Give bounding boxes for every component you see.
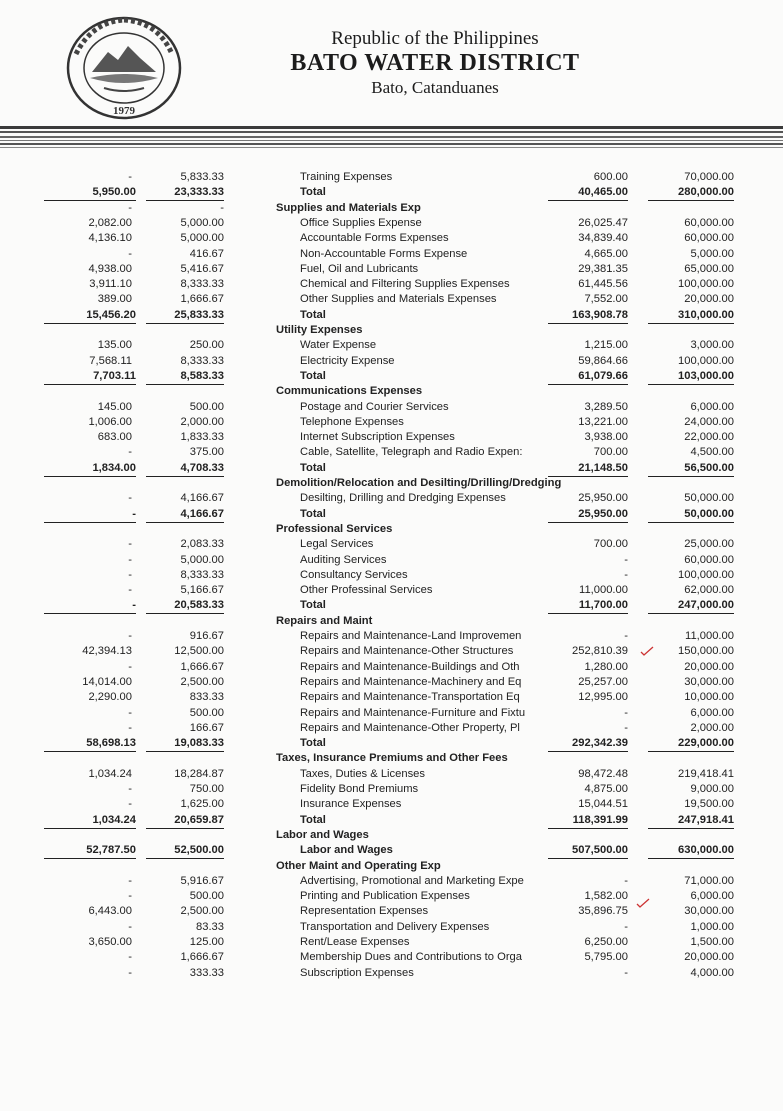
- account-label: Training Expenses: [300, 171, 393, 183]
- prior-month-cell: 4,136.10: [88, 232, 132, 245]
- monthly-budget-cell: 500.00: [189, 706, 224, 719]
- ytd-actual-cell: 11,000.00: [579, 584, 628, 597]
- ytd-actual-cell: 21,148.50: [548, 461, 628, 477]
- line-item-row: [0, 782, 783, 797]
- annual-budget-cell: 100,000.00: [678, 354, 734, 367]
- ytd-actual-cell: 700.00: [593, 446, 628, 459]
- prior-month-cell: -: [128, 568, 132, 581]
- monthly-budget-cell: 5,916.67: [180, 874, 224, 887]
- account-label: Labor and Wages: [276, 828, 369, 841]
- account-label: Cable, Satellite, Telegraph and Radio Expen:: [300, 446, 523, 459]
- prior-month-cell: -: [128, 966, 132, 979]
- annual-budget-cell: 3,000.00: [690, 339, 734, 352]
- account-label: Total: [300, 369, 326, 382]
- prior-month-cell: -: [44, 598, 136, 614]
- line-item-row: [0, 644, 783, 659]
- prior-month-cell: 2,290.00: [88, 691, 132, 704]
- prior-month-cell: 42,394.13: [82, 645, 132, 658]
- line-item-row: [0, 690, 783, 705]
- ytd-actual-cell: -: [624, 553, 628, 566]
- line-item-row: [0, 277, 783, 292]
- account-label: Other Supplies and Materials Expenses: [300, 293, 497, 306]
- monthly-budget-cell: 52,500.00: [146, 843, 224, 859]
- monthly-budget-cell: 375.00: [189, 446, 224, 459]
- account-label: Supplies and Materials Exp: [276, 201, 421, 214]
- prior-month-cell: -: [128, 798, 132, 811]
- total-row: [0, 461, 783, 476]
- account-label: Total: [300, 737, 326, 750]
- ytd-actual-cell: -: [624, 920, 628, 933]
- ytd-actual-cell: 35,896.75: [578, 905, 628, 918]
- ytd-actual-cell: 163,908.78: [548, 308, 628, 324]
- ytd-actual-cell: 6,250.00: [584, 936, 628, 948]
- monthly-budget-cell: 1,666.67: [180, 660, 224, 673]
- prior-month-cell: 683.00: [97, 431, 132, 444]
- prior-month-cell: -: [128, 783, 132, 795]
- annual-budget-cell: 2,000.00: [690, 721, 734, 734]
- annual-budget-cell: 60,000.00: [684, 553, 734, 566]
- total-row: [0, 185, 783, 200]
- annual-budget-cell: 20,000.00: [684, 660, 734, 673]
- monthly-budget-cell: 20,659.87: [146, 813, 224, 829]
- line-item-row: [0, 721, 783, 736]
- ytd-actual-cell: 12,995.00: [578, 691, 628, 704]
- annual-budget-cell: 60,000.00: [684, 232, 734, 245]
- monthly-budget-cell: 333.33: [189, 966, 224, 979]
- account-label: Non-Accountable Forms Expense: [300, 247, 468, 260]
- total-row: [0, 736, 783, 751]
- annual-budget-cell: 103,000.00: [648, 369, 734, 385]
- prior-month-cell: -: [128, 201, 132, 214]
- annual-budget-cell: 20,000.00: [684, 293, 734, 306]
- annual-budget-cell: 150,000.00: [678, 645, 734, 658]
- ytd-actual-cell: 600.00: [593, 171, 628, 183]
- ytd-actual-cell: 25,257.00: [578, 675, 628, 688]
- account-label: Water Expense: [300, 339, 377, 352]
- prior-month-cell: 3,650.00: [88, 936, 132, 948]
- monthly-budget-cell: 8,333.33: [180, 568, 224, 581]
- header-district-name: BATO WATER DISTRICT: [290, 50, 580, 76]
- prior-month-cell: 7,568.11: [89, 354, 132, 367]
- account-label: Repairs and Maintenance-Other Structures: [300, 645, 514, 658]
- annual-budget-cell: 25,000.00: [684, 538, 734, 551]
- ytd-actual-cell: -: [624, 568, 628, 581]
- monthly-budget-cell: 5,166.67: [180, 584, 224, 597]
- total-row: [0, 843, 783, 858]
- account-label: Repairs and Maintenance-Buildings and Oth: [300, 660, 520, 673]
- prior-month-cell: 2,082.00: [88, 216, 132, 229]
- prior-month-cell: -: [128, 721, 132, 734]
- check-mark-icon: [640, 646, 654, 656]
- monthly-budget-cell: 18,284.87: [174, 767, 224, 780]
- monthly-budget-cell: 4,166.67: [146, 507, 224, 523]
- monthly-budget-cell: 250.00: [189, 339, 224, 352]
- ytd-actual-cell: 15,044.51: [578, 798, 628, 811]
- annual-budget-cell: 6,000.00: [690, 706, 734, 719]
- monthly-budget-cell: 500.00: [189, 890, 224, 903]
- monthly-budget-cell: 5,000.00: [180, 216, 224, 229]
- annual-budget-cell: 10,000.00: [684, 691, 734, 704]
- section-header-row: [0, 751, 783, 766]
- prior-month-cell: 52,787.50: [44, 843, 136, 859]
- annual-budget-cell: 19,500.00: [684, 798, 734, 811]
- account-label: Labor and Wages: [300, 844, 393, 857]
- check-mark-icon: [636, 898, 650, 908]
- section-header-row: [0, 859, 783, 874]
- monthly-budget-cell: 8,333.33: [180, 354, 224, 367]
- ytd-actual-cell: 4,665.00: [584, 247, 628, 260]
- total-row: [0, 598, 783, 613]
- account-label: Repairs and Maintenance-Machinery and Eq: [300, 675, 522, 688]
- prior-month-cell: -: [44, 507, 136, 523]
- total-row: [0, 308, 783, 323]
- ytd-actual-cell: 507,500.00: [548, 843, 628, 859]
- prior-month-cell: 7,703.11: [44, 369, 136, 385]
- annual-budget-cell: 630,000.00: [648, 843, 734, 859]
- line-item-row: [0, 935, 783, 950]
- account-label: Electricity Expense: [300, 354, 395, 367]
- account-label: Total: [300, 599, 326, 612]
- total-row: [0, 813, 783, 828]
- annual-budget-cell: 50,000.00: [684, 492, 734, 505]
- line-item-row: [0, 675, 783, 690]
- monthly-budget-cell: 4,166.67: [180, 492, 224, 505]
- prior-month-cell: -: [128, 247, 132, 260]
- annual-budget-cell: 30,000.00: [684, 675, 734, 688]
- section-header-row: [0, 323, 783, 338]
- annual-budget-cell: 4,000.00: [690, 966, 734, 979]
- ytd-actual-cell: 118,391.99: [548, 813, 628, 829]
- prior-month-cell: 145.00: [97, 400, 132, 413]
- monthly-budget-cell: 1,666.67: [180, 951, 224, 964]
- ytd-actual-cell: 25,950.00: [548, 507, 628, 523]
- ytd-actual-cell: 61,445.56: [578, 278, 628, 291]
- account-label: Other Maint and Operating Exp: [276, 859, 441, 872]
- ytd-actual-cell: 26,025.47: [578, 216, 628, 229]
- ytd-actual-cell: 98,472.48: [578, 767, 628, 780]
- line-item-row: [0, 491, 783, 506]
- line-item-row: [0, 629, 783, 644]
- annual-budget-cell: 1,000.00: [690, 920, 734, 933]
- account-label: Repairs and Maintenance-Transportation Eq: [300, 691, 520, 704]
- line-item-row: [0, 354, 783, 369]
- annual-budget-cell: 229,000.00: [648, 736, 734, 752]
- prior-month-cell: 1,834.00: [44, 461, 136, 477]
- ytd-actual-cell: -: [624, 966, 628, 979]
- prior-month-cell: 15,456.20: [44, 308, 136, 324]
- account-label: Professional Services: [276, 522, 393, 535]
- line-item-row: [0, 583, 783, 598]
- header-rule: [0, 131, 783, 133]
- prior-month-cell: -: [128, 630, 132, 642]
- monthly-budget-cell: 5,833.33: [180, 171, 224, 183]
- prior-month-cell: -: [128, 538, 132, 551]
- monthly-budget-cell: 125.00: [189, 936, 224, 948]
- ytd-actual-cell: 1,215.00: [584, 339, 628, 352]
- prior-month-cell: 5,950.00: [44, 185, 136, 201]
- annual-budget-cell: 280,000.00: [648, 185, 734, 201]
- account-label: Internet Subscription Expenses: [300, 431, 455, 444]
- ytd-actual-cell: 3,289.50: [584, 400, 628, 413]
- prior-month-cell: -: [128, 874, 132, 887]
- section-header-row: [0, 522, 783, 537]
- monthly-budget-cell: 5,416.67: [180, 262, 224, 275]
- account-label: Consultancy Services: [300, 568, 408, 581]
- prior-month-cell: 389.00: [97, 293, 132, 306]
- annual-budget-cell: 247,918.41: [648, 813, 734, 829]
- line-item-row: [0, 904, 783, 919]
- account-label: Printing and Publication Expenses: [300, 890, 470, 903]
- line-item-row: [0, 553, 783, 568]
- annual-budget-cell: 5,000.00: [690, 247, 734, 260]
- account-label: Accountable Forms Expenses: [300, 232, 449, 245]
- prior-month-cell: -: [128, 446, 132, 459]
- account-label: Fidelity Bond Premiums: [300, 783, 419, 795]
- annual-budget-cell: 11,000.00: [685, 630, 734, 642]
- annual-budget-cell: 100,000.00: [678, 568, 734, 581]
- account-label: Demolition/Relocation and Desilting/Drilling/Dredging: [276, 477, 562, 489]
- account-label: Repairs and Maintenance-Furniture and Fixtu: [300, 706, 526, 719]
- monthly-budget-cell: 19,083.33: [146, 736, 224, 752]
- ytd-actual-cell: 13,221.00: [578, 415, 628, 428]
- prior-month-cell: -: [128, 920, 132, 933]
- annual-budget-cell: 247,000.00: [648, 598, 734, 614]
- bato-water-district-seal: [62, 14, 186, 122]
- section-header-row: [0, 476, 783, 491]
- annual-budget-cell: 4,500.00: [690, 446, 734, 459]
- line-item-row: [0, 874, 783, 889]
- annual-budget-cell: 24,000.00: [684, 415, 734, 428]
- monthly-budget-cell: 2,000.00: [180, 415, 224, 428]
- annual-budget-cell: 20,000.00: [684, 951, 734, 964]
- annual-budget-cell: 310,000.00: [648, 308, 734, 324]
- account-label: Postage and Courier Services: [300, 400, 449, 413]
- ytd-actual-cell: 25,950.00: [578, 492, 628, 505]
- monthly-budget-cell: 12,500.00: [174, 645, 224, 658]
- annual-budget-cell: 30,000.00: [684, 905, 734, 918]
- annual-budget-cell: 22,000.00: [684, 431, 734, 444]
- account-label: Rent/Lease Expenses: [300, 936, 410, 948]
- prior-month-cell: -: [128, 951, 132, 964]
- ytd-actual-cell: 40,465.00: [548, 185, 628, 201]
- prior-month-cell: -: [128, 660, 132, 673]
- annual-budget-cell: 65,000.00: [684, 262, 734, 275]
- account-label: Repairs and Maintenance-Land Improvemen: [300, 630, 522, 642]
- prior-month-cell: 135.00: [97, 339, 132, 352]
- header-rule: [0, 136, 783, 138]
- line-item-row: [0, 400, 783, 415]
- account-label: Chemical and Filtering Supplies Expenses: [300, 278, 510, 291]
- annual-budget-cell: 56,500.00: [648, 461, 734, 477]
- prior-month-cell: 1,006.00: [88, 415, 132, 428]
- account-label: Total: [300, 308, 326, 321]
- prior-month-cell: 3,911.10: [89, 278, 132, 291]
- monthly-budget-cell: 8,333.33: [180, 278, 224, 291]
- annual-budget-cell: 1,500.00: [690, 936, 734, 948]
- line-item-row: [0, 950, 783, 965]
- ytd-actual-cell: -: [624, 630, 628, 642]
- line-item-row: [0, 170, 783, 185]
- ytd-actual-cell: 4,875.00: [584, 783, 628, 795]
- annual-budget-cell: 60,000.00: [684, 216, 734, 229]
- account-label: Communications Expenses: [276, 385, 423, 398]
- prior-month-cell: 14,014.00: [82, 675, 132, 688]
- line-item-row: [0, 231, 783, 246]
- monthly-budget-cell: 2,083.33: [180, 538, 224, 551]
- account-label: Utility Expenses: [276, 324, 363, 336]
- seal-year: 1979: [113, 105, 135, 117]
- line-item-row: [0, 247, 783, 262]
- account-label: Transportation and Delivery Expenses: [300, 920, 490, 933]
- monthly-budget-cell: 5,000.00: [180, 232, 224, 245]
- monthly-budget-cell: 20,583.33: [146, 598, 224, 614]
- monthly-budget-cell: -: [220, 201, 224, 214]
- ytd-actual-cell: 700.00: [593, 538, 628, 551]
- annual-budget-cell: 9,000.00: [690, 783, 734, 795]
- monthly-budget-cell: 1,833.33: [180, 431, 224, 444]
- prior-month-cell: 4,938.00: [88, 262, 132, 275]
- monthly-budget-cell: 83.33: [196, 920, 224, 933]
- prior-month-cell: -: [128, 553, 132, 566]
- account-label: Fuel, Oil and Lubricants: [300, 262, 419, 275]
- account-label: Repairs and Maintenance-Other Property, Pl: [300, 721, 520, 734]
- header-rule: [0, 147, 783, 148]
- prior-month-cell: 6,443.00: [88, 905, 132, 918]
- account-label: Representation Expenses: [300, 905, 429, 918]
- monthly-budget-cell: 5,000.00: [180, 553, 224, 566]
- header-rule: [0, 143, 783, 145]
- annual-budget-cell: 50,000.00: [648, 507, 734, 523]
- ytd-actual-cell: 34,839.40: [578, 232, 628, 245]
- ytd-actual-cell: -: [624, 706, 628, 719]
- annual-budget-cell: 219,418.41: [678, 767, 734, 780]
- annual-budget-cell: 70,000.00: [684, 171, 734, 183]
- monthly-budget-cell: 23,333.33: [146, 185, 224, 201]
- line-item-row: [0, 889, 783, 904]
- section-header-row: [0, 384, 783, 399]
- ytd-actual-cell: 61,079.66: [548, 369, 628, 385]
- ytd-actual-cell: 3,938.00: [584, 431, 628, 444]
- line-item-row: [0, 767, 783, 782]
- annual-budget-cell: 100,000.00: [678, 278, 734, 291]
- account-label: Total: [300, 813, 326, 826]
- line-item-row: [0, 430, 783, 445]
- account-label: Total: [300, 186, 326, 199]
- line-item-row: [0, 537, 783, 552]
- account-label: Office Supplies Expense: [300, 216, 422, 229]
- ytd-actual-cell: 1,582.00: [584, 890, 628, 903]
- section-header-row: [0, 828, 783, 843]
- total-row: [0, 369, 783, 384]
- ytd-actual-cell: 59,864.66: [578, 354, 628, 367]
- prior-month-cell: -: [128, 890, 132, 903]
- line-item-row: [0, 660, 783, 675]
- account-label: Subscription Expenses: [300, 966, 414, 979]
- monthly-budget-cell: 416.67: [189, 247, 224, 260]
- header-republic: Republic of the Philippines: [331, 28, 539, 49]
- account-label: Other Professinal Services: [300, 584, 433, 597]
- monthly-budget-cell: 8,583.33: [146, 369, 224, 385]
- prior-month-cell: -: [128, 492, 132, 505]
- ytd-actual-cell: 11,700.00: [548, 598, 628, 614]
- prior-month-cell: -: [128, 706, 132, 719]
- section-header-row: [0, 614, 783, 629]
- account-label: Auditing Services: [300, 553, 387, 566]
- prior-month-cell: 58,698.13: [44, 736, 136, 752]
- line-item-row: [0, 262, 783, 277]
- line-item-row: [0, 966, 783, 981]
- line-item-row: [0, 445, 783, 460]
- header-rule: [0, 140, 783, 141]
- prior-month-cell: 1,034.24: [44, 813, 136, 829]
- account-label: Legal Services: [300, 538, 374, 551]
- monthly-budget-cell: 166.67: [189, 721, 224, 734]
- monthly-budget-cell: 833.33: [189, 691, 224, 704]
- ytd-actual-cell: 29,381.35: [578, 262, 628, 275]
- ytd-actual-cell: 7,552.00: [584, 293, 628, 306]
- ytd-actual-cell: 1,280.00: [584, 660, 628, 673]
- line-item-row: [0, 292, 783, 307]
- account-label: Insurance Expenses: [300, 798, 402, 811]
- monthly-budget-cell: 4,708.33: [146, 461, 224, 477]
- account-label: Taxes, Insurance Premiums and Other Fees: [276, 752, 508, 765]
- account-label: Total: [300, 507, 326, 520]
- account-label: Total: [300, 461, 326, 474]
- section-header-row: [0, 201, 783, 216]
- line-item-row: [0, 568, 783, 583]
- monthly-budget-cell: 1,625.00: [180, 798, 224, 811]
- monthly-budget-cell: 750.00: [189, 783, 224, 795]
- ytd-actual-cell: -: [624, 874, 628, 887]
- total-row: [0, 507, 783, 522]
- account-label: Telephone Expenses: [300, 415, 404, 428]
- annual-budget-cell: 62,000.00: [684, 584, 734, 597]
- ytd-actual-cell: 252,810.39: [572, 645, 628, 658]
- monthly-budget-cell: 2,500.00: [180, 905, 224, 918]
- monthly-budget-cell: 25,833.33: [146, 308, 224, 324]
- line-item-row: [0, 797, 783, 812]
- ytd-actual-cell: 5,795.00: [584, 951, 628, 964]
- account-label: Membership Dues and Contributions to Orga: [300, 951, 522, 964]
- ytd-actual-cell: -: [624, 721, 628, 734]
- header-location: Bato, Catanduanes: [371, 78, 499, 97]
- monthly-budget-cell: 500.00: [189, 400, 224, 413]
- annual-budget-cell: 6,000.00: [690, 890, 734, 903]
- prior-month-cell: -: [128, 171, 132, 183]
- line-item-row: [0, 415, 783, 430]
- line-item-row: [0, 706, 783, 721]
- annual-budget-cell: 71,000.00: [684, 874, 734, 887]
- annual-budget-cell: 6,000.00: [690, 400, 734, 413]
- monthly-budget-cell: 2,500.00: [180, 675, 224, 688]
- monthly-budget-cell: 1,666.67: [180, 293, 224, 306]
- account-label: Taxes, Duties & Licenses: [300, 767, 425, 780]
- prior-month-cell: -: [128, 584, 132, 597]
- line-item-row: [0, 216, 783, 231]
- ytd-actual-cell: 292,342.39: [548, 736, 628, 752]
- header-rule: [0, 126, 783, 129]
- line-item-row: [0, 920, 783, 935]
- prior-month-cell: 1,034.24: [88, 767, 132, 780]
- account-label: Desilting, Drilling and Dredging Expenses: [300, 492, 506, 505]
- account-label: Advertising, Promotional and Marketing Expe: [300, 874, 524, 887]
- account-label: Repairs and Maint: [276, 614, 373, 627]
- monthly-budget-cell: 916.67: [189, 630, 224, 642]
- line-item-row: [0, 338, 783, 353]
